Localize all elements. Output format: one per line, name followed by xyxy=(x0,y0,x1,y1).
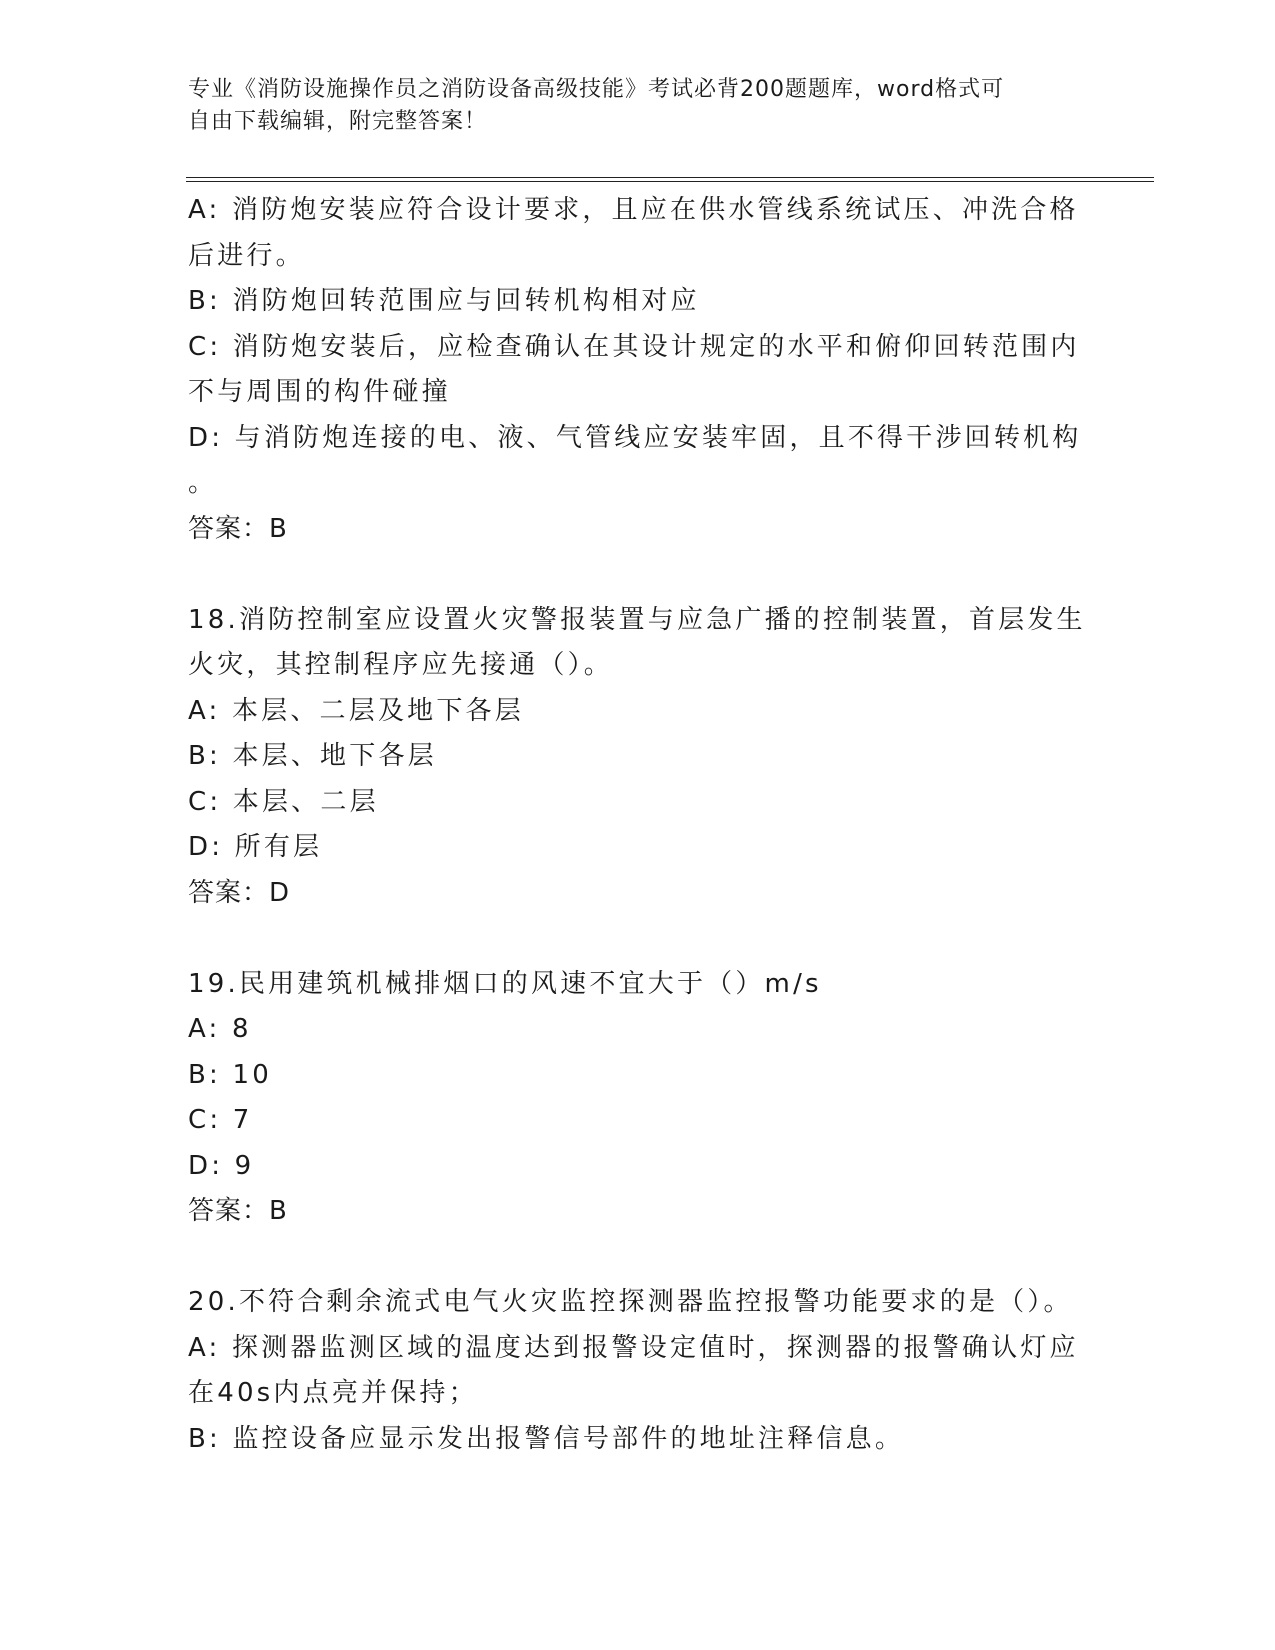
header-line-1: 专业《消防设施操作员之消防设备高级技能》考试必背200题题库，word格式可 xyxy=(188,77,1005,102)
q20-option-a-line-1: A: 探测器监测区域的温度达到报警设定值时，探测器的报警确认灯应 xyxy=(188,1332,1079,1363)
q19-option-c: C: 7 xyxy=(188,1105,253,1135)
q18-option-c: C: 本层、二层 xyxy=(188,786,379,817)
spacer xyxy=(188,552,1088,598)
q19-question: 19.民用建筑机械排烟口的风速不宜大于（）m/s xyxy=(188,968,822,999)
question-list xyxy=(188,188,1088,1462)
q17-option-c-line-1: C: 消防炮安装后，应检查确认在其设计规定的水平和俯仰回转范围内 xyxy=(188,331,1080,362)
q18-option-b: B: 本层、地下各层 xyxy=(188,741,437,771)
q17-option-c-line-2: 不与周围的构件碰撞 xyxy=(188,377,451,407)
question-20 xyxy=(188,1280,1088,1462)
q18-question-line-1: 18.消防控制室应设置火灾警报装置与应急广播的控制装置，首层发生 xyxy=(188,604,1086,635)
q19-option-a: A: 8 xyxy=(188,1014,252,1044)
header-divider xyxy=(186,177,1154,182)
header-line-2: 自由下载编辑，附完整答案！ xyxy=(188,109,488,134)
q17-option-a-line-2: 后进行。 xyxy=(188,240,305,271)
question-17 xyxy=(188,188,1088,552)
q19-option-d: D: 9 xyxy=(188,1150,255,1181)
q17-option-d-line-2: 。 xyxy=(188,468,218,498)
spacer xyxy=(188,916,1088,962)
q17-answer: 答案：B xyxy=(188,513,288,544)
q18-option-d: D: 所有层 xyxy=(188,832,323,862)
document-header xyxy=(188,74,1068,138)
q17-option-a-line-1: A: 消防炮安装应符合设计要求，且应在供水管线系统试压、冲洗合格 xyxy=(188,195,1079,225)
q18-question-line-2: 火灾，其控制程序应先接通（）。 xyxy=(188,650,614,680)
q20-option-a-line-2: 在40s内点亮并保持； xyxy=(188,1378,478,1408)
q19-option-b: B: 10 xyxy=(188,1059,272,1090)
q17-option-d-line-1: D: 与消防炮连接的电、液、气管线应安装牢固，且不得干涉回转机构 xyxy=(188,422,1082,453)
q17-option-b: B: 消防炮回转范围应与回转机构相对应 xyxy=(188,286,700,316)
q18-answer: 答案：D xyxy=(188,877,291,908)
question-18 xyxy=(188,598,1088,917)
q19-answer: 答案：B xyxy=(188,1196,288,1226)
q20-question: 20.不符合剩余流式电气火灾监控探测器监控报警功能要求的是（）。 xyxy=(188,1287,1073,1317)
q20-option-b: B: 监控设备应显示发出报警信号部件的地址注释信息。 xyxy=(188,1423,905,1454)
question-19 xyxy=(188,962,1088,1235)
q18-option-a: A: 本层、二层及地下各层 xyxy=(188,695,524,726)
spacer xyxy=(188,1235,1088,1281)
